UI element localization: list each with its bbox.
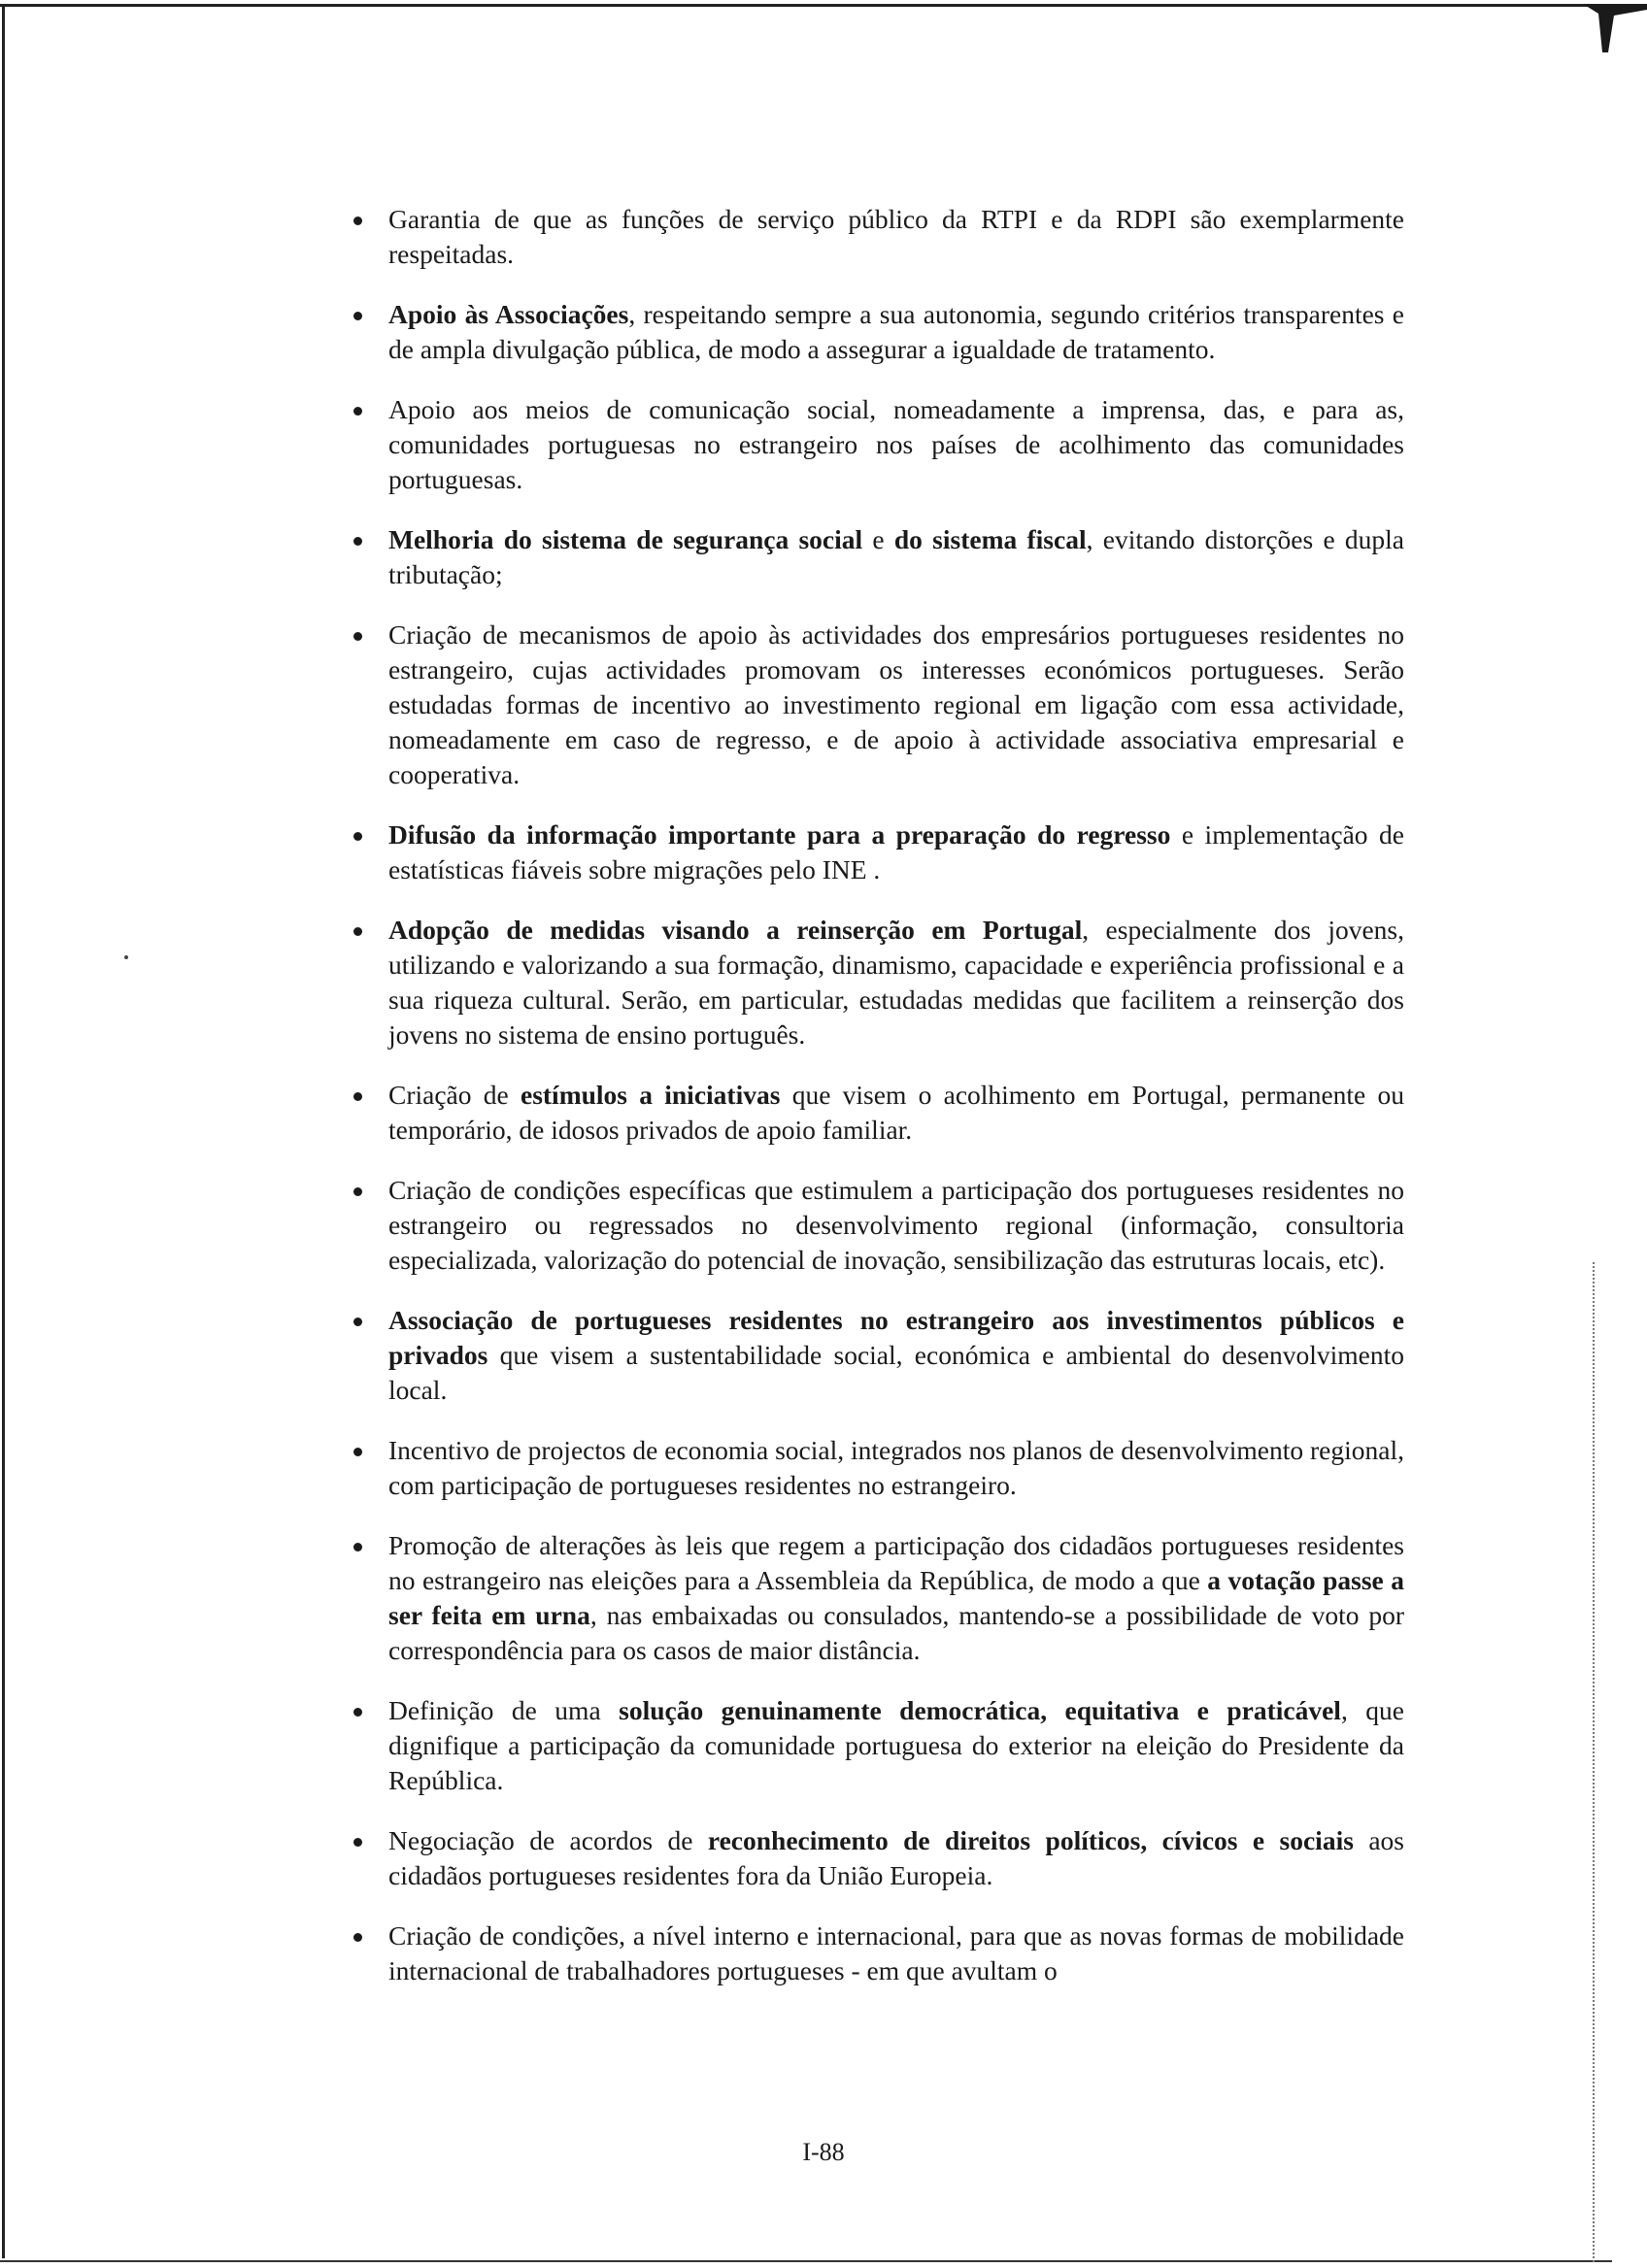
bullet-list (350, 202, 1404, 1988)
bullet-icon (353, 407, 362, 416)
scan-border-top (0, 4, 1602, 7)
list-item: Criação de condições específicas que estimulem a participação dos portugueses residentes no estrangeiro ou regressados no desenvolvimento regional (informação, consultoria especializada, valorização do potencial de inovação, sensibilização das estruturas locais, etc). (350, 1173, 1404, 1278)
list-item: Apoio aos meios de comunicação social, nomeadamente a imprensa, das, e para as, comunidades portuguesas no estrangeiro nos países de acolhimento das comunidades portuguesas. (350, 392, 1404, 497)
bullet-icon (353, 632, 362, 641)
bullet-icon (353, 1317, 362, 1326)
bullet-icon (353, 927, 362, 936)
bullet-icon (353, 832, 362, 841)
bullet-icon (353, 312, 362, 320)
bullet-icon (353, 1092, 362, 1101)
list-item: Criação de mecanismos de apoio às actividades dos empresários portugueses residentes no estrangeiro, cujas actividades promovam os interesses económicos portugueses. Serão estudadas formas de incentivo ao investimento regional em ligação com essa actividade, nomeadamente em caso de regresso, e de apoio à actividade associativa empresarial e cooperativa. (350, 617, 1404, 792)
scan-speck (124, 955, 128, 959)
bullet-icon (353, 1708, 362, 1717)
bullet-icon (353, 1838, 362, 1847)
list-item: Adopção de medidas visando a reinserção em Portugal, especialmente dos jovens, utilizando e valorizando a sua formação, dinamismo, capacidade e experiência profissional e a sua riqueza cultural. Serão, em particular, estudadas medidas que facilitem a reinserção dos jovens no sistema de ensino português. (350, 913, 1404, 1052)
bullet-icon (353, 1933, 362, 1942)
scan-border-bottom (0, 2260, 1612, 2262)
list-item: Garantia de que as funções de serviço público da RTPI e da RDPI são exemplarmente respeitadas. (350, 202, 1404, 272)
page-number: I-88 (802, 2138, 845, 2166)
bullet-icon (353, 1543, 362, 1551)
document-body (350, 202, 1404, 2014)
bullet-icon (353, 1448, 362, 1456)
bullet-icon (353, 537, 362, 546)
bullet-icon (353, 1187, 362, 1196)
list-item: Incentivo de projectos de economia social, integrados nos planos de desenvolvimento regional, com participação de portugueses residentes no estrangeiro. (350, 1433, 1404, 1503)
list-item: Criação de condições, a nível interno e internacional, para que as novas formas de mobilidade internacional de trabalhadores portugueses - em que avultam o (350, 1918, 1404, 1988)
list-item: Apoio às Associações, respeitando sempre a sua autonomia, segundo critérios transparentes e de ampla divulgação pública, de modo a assegurar a igualdade de tratamento. (350, 297, 1404, 367)
bullet-icon (353, 217, 362, 225)
list-item: Difusão da informação importante para a preparação do regresso e implementação de estatísticas fiáveis sobre migrações pelo INE . (350, 817, 1404, 887)
list-item: Negociação de acordos de reconhecimento de direitos políticos, cívicos e sociais aos cidadãos portugueses residentes fora da União Europeia. (350, 1823, 1404, 1893)
page-corner-fold-mark (1583, 0, 1647, 58)
list-item: Definição de uma solução genuinamente democrática, equitativa e praticável, que dignifique a participação da comunidade portuguesa do exterior na eleição do Presidente da República. (350, 1693, 1404, 1798)
scan-border-left (2, 4, 5, 2258)
list-item: Melhoria do sistema de segurança social e do sistema fiscal, evitando distorções e dupla tributação; (350, 522, 1404, 592)
scan-border-right (1593, 1262, 1595, 2262)
list-item: Associação de portugueses residentes no estrangeiro aos investimentos públicos e privados que visem a sustentabilidade social, económica e ambiental do desenvolvimento local. (350, 1303, 1404, 1408)
list-item: Promoção de alterações às leis que regem a participação dos cidadãos portugueses residentes no estrangeiro nas eleições para a Assembleia da República, de modo a que a votação passe a ser feita em urna, nas embaixadas ou consulados, mantendo-se a possibilidade de voto por correspondência para os casos de maior distância. (350, 1528, 1404, 1668)
list-item: Criação de estímulos a iniciativas que visem o acolhimento em Portugal, permanente ou temporário, de idosos privados de apoio familiar. (350, 1078, 1404, 1148)
